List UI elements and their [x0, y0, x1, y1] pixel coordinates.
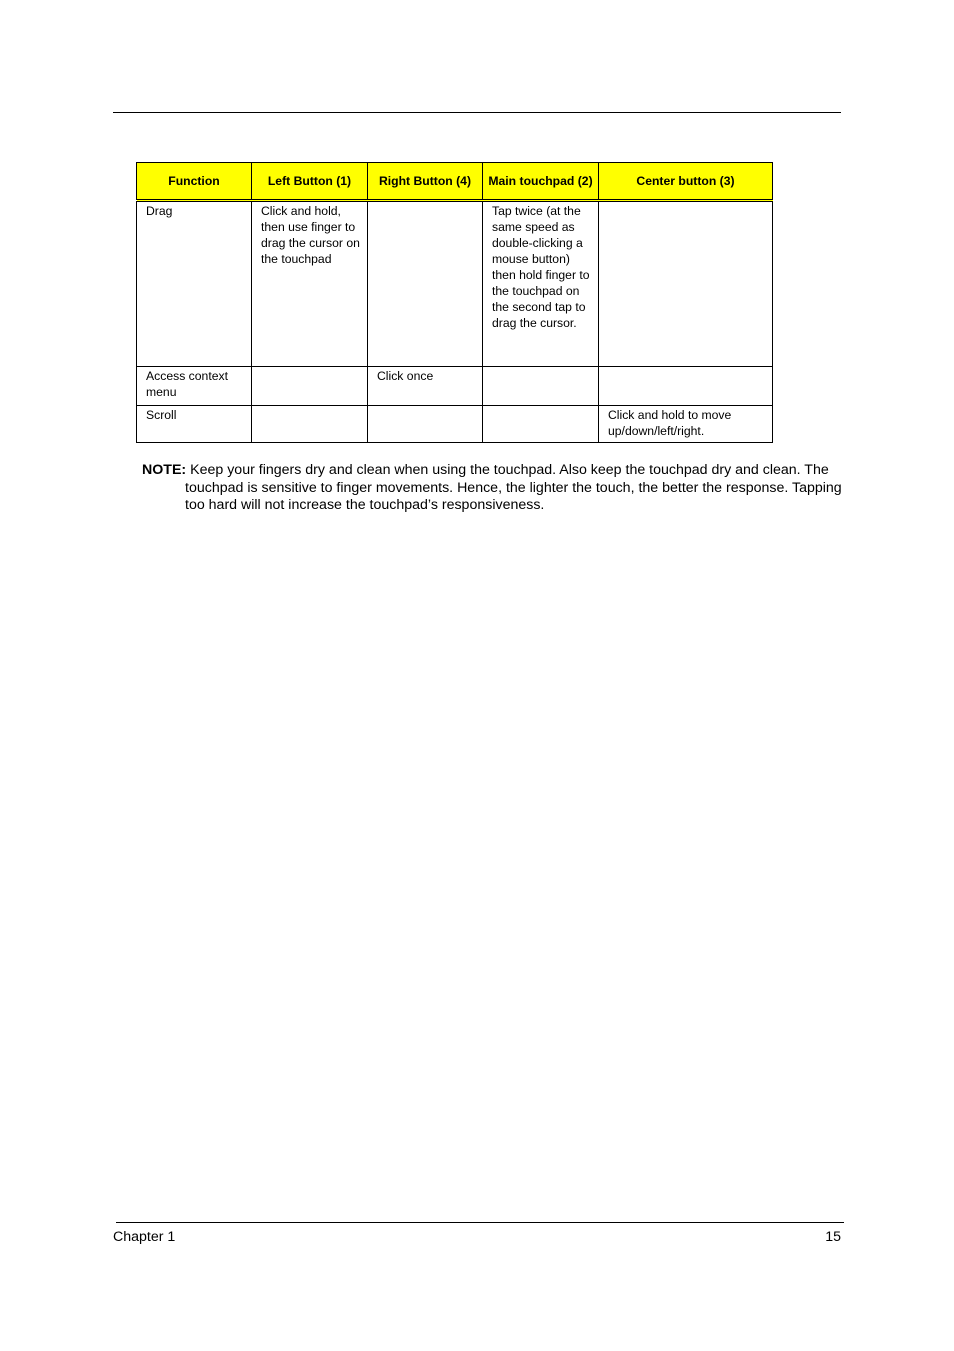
table-cell: [368, 406, 483, 443]
note-label: NOTE:: [142, 462, 187, 478]
header-right-button: Right Button (4): [368, 163, 483, 201]
table-cell: [252, 367, 368, 406]
table-row: [137, 201, 773, 367]
table-cell: Click and hold, then use finger to drag the cursor on the touchpad: [252, 201, 368, 367]
table-row: [137, 406, 773, 443]
table-cell: [599, 201, 773, 367]
page-number: 15: [825, 1229, 841, 1245]
table-row: [137, 367, 773, 406]
table-cell: [368, 201, 483, 367]
table-cell: Click and hold to move up/down/left/right.: [599, 406, 773, 443]
header-left-button: Left Button (1): [252, 163, 368, 201]
table-cell: Drag: [137, 201, 252, 367]
table-cell: Access context menu: [137, 367, 252, 406]
table-cell: [599, 367, 773, 406]
table-cell: Tap twice (at the same speed as double-clicking a mouse button) then hold finger to the touchpad on the second tap to drag the cursor.: [483, 201, 599, 367]
note-text: Keep your fingers dry and clean when using the touchpad. Also keep the touchpad dry and clean. The touchpad is sensitive to finger movements. Hence, the lighter the touch, the better the response. Tapping too hard will not increase the touchpad’s responsiveness.: [185, 462, 842, 514]
table-cell: [252, 406, 368, 443]
header-function: Function: [137, 163, 252, 201]
note-paragraph: [142, 462, 842, 515]
table-header-row: [137, 163, 773, 201]
table-cell: Click once: [368, 367, 483, 406]
footer-rule: [116, 1222, 844, 1223]
table-cell: Scroll: [137, 406, 252, 443]
header-center-button: Center button (3): [599, 163, 773, 201]
header-rule: [113, 112, 841, 113]
touchpad-function-table: [136, 162, 773, 443]
table-cell: [483, 406, 599, 443]
footer-chapter: Chapter 1: [113, 1229, 176, 1245]
header-main-touchpad: Main touchpad (2): [483, 163, 599, 201]
table-cell: [483, 367, 599, 406]
